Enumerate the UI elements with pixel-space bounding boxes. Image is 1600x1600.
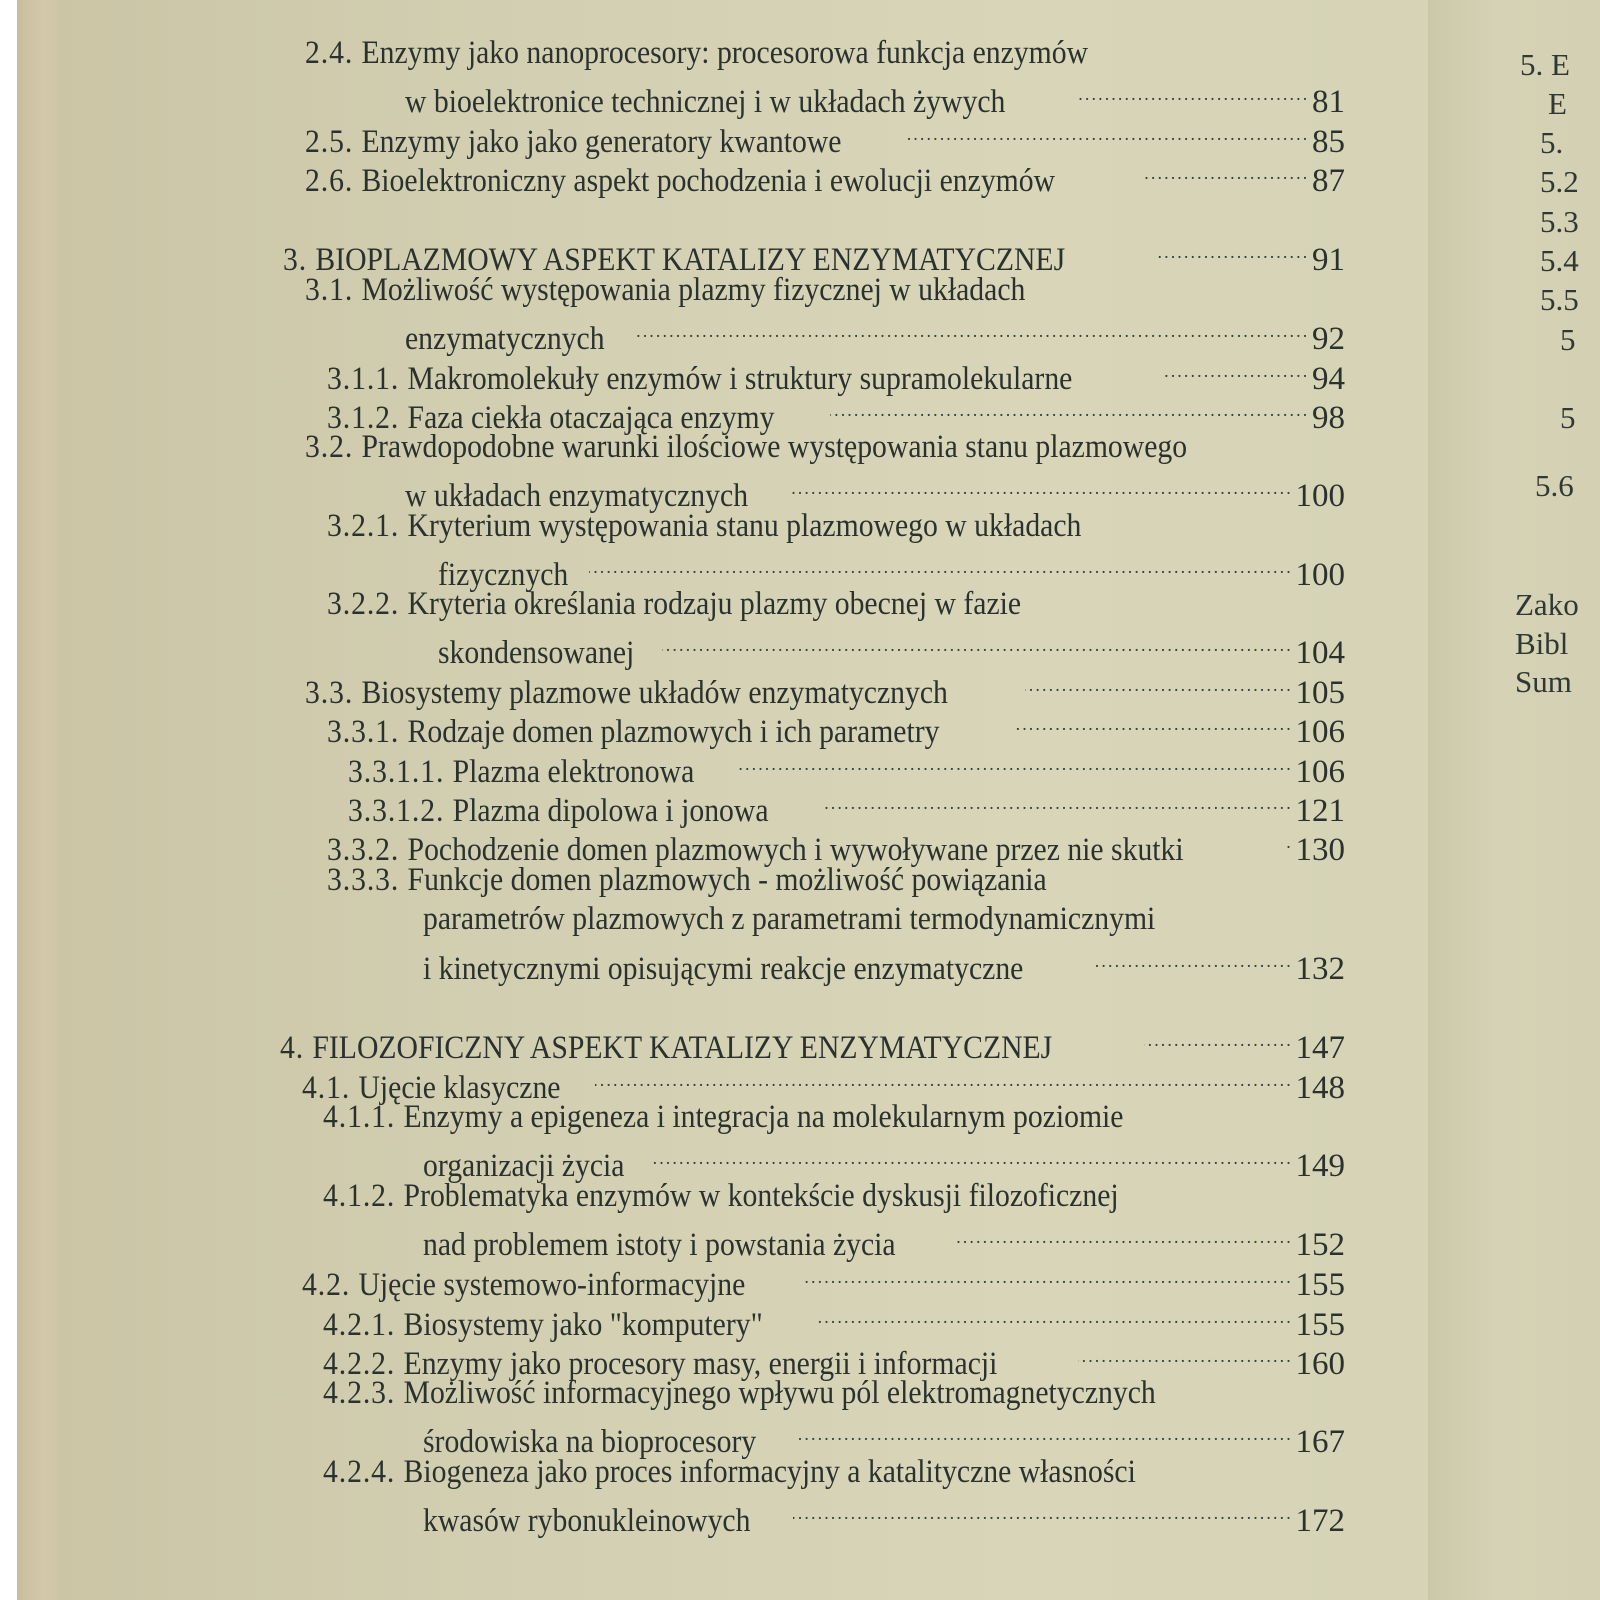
section-title: fizycznych [438,557,569,594]
section-number: 4.2. [302,1267,359,1303]
toc-entry-line-with-page [302,1058,1345,1106]
page-number: 91 [1312,242,1345,278]
right-page-toc-line: 5.3 [1540,204,1579,239]
section-number: 2.4. [305,35,362,71]
toc-line-text [327,584,1021,624]
section-title: Biogeneza jako proces informacyjny a katalityczne własności [403,1454,1136,1490]
toc-line-text [327,506,1081,546]
section-title: skondensowanej [438,635,635,672]
section-number: 4.1.1. [323,1099,404,1135]
right-page-toc-line: Bibl [1515,626,1569,661]
dot-leader [792,466,1289,506]
toc-entry-line [423,899,1345,939]
page-number: 149 [1295,1148,1345,1185]
toc-entry-line [323,1452,1345,1492]
toc-line-text [323,1176,1119,1216]
section-title: Kryteria określania rodzaju plazmy obecnej w fazie [407,586,1022,622]
section-number: 3.3.1.2. [348,793,453,829]
toc-entry-line-with-page [327,349,1345,397]
toc-entry-line-with-page [327,388,1345,436]
right-page-toc-line: 5.5 [1540,282,1579,317]
page-number: 100 [1295,478,1345,515]
section-number: 4. [280,1030,313,1066]
toc-entry-line-with-page [423,1215,1345,1264]
dot-leader [1285,820,1290,860]
dot-leader [799,1412,1289,1452]
toc-line-text [305,33,1088,73]
right-page-toc-line: E [1548,86,1567,121]
section-number: 3.3. [305,675,362,711]
page-number: 100 [1295,557,1345,594]
dot-leader [821,781,1289,821]
section-number: 3.3.3. [327,862,408,898]
page-number: 81 [1312,84,1345,121]
section-title: i kinetycznymi opisującymi reakcje enzymatyczne [423,950,1024,987]
dot-leader [1025,663,1289,703]
toc-line-text [305,427,1187,467]
page-number: 87 [1312,163,1345,199]
right-page-toc-line: Zako [1515,587,1579,622]
page-number: 106 [1295,754,1345,790]
section-number: 4.2.3. [323,1375,404,1411]
toc-entry-line [323,1176,1345,1216]
section-title: Ujęcie klasyczne [358,1070,561,1106]
toc-entry-line-with-page [405,466,1345,515]
page-number: 148 [1295,1070,1345,1106]
section-title: enzymatycznych [405,321,605,358]
section-title: Ujęcie systemowo-informacyjne [358,1267,746,1303]
dot-leader [1144,1018,1289,1058]
toc-entry-line-with-page [405,309,1345,358]
toc-entry-line-with-page [348,742,1345,790]
section-number: 3.3.1. [327,714,408,750]
toc-entry-line-with-page [323,1295,1345,1343]
page-number: 105 [1295,675,1345,711]
section-title: Faza ciekła otaczająca enzymy [407,400,775,436]
toc-entry-line [305,427,1345,467]
toc-entry-line-with-page [305,112,1345,160]
section-title: Bioelektroniczny aspekt pochodzenia i ewolucji enzymów [361,163,1056,199]
section-title: Prawdopodobne warunki ilościowe występowania stanu plazmowego [361,429,1188,465]
dot-leader [1014,702,1290,742]
toc-entry-line-with-page [305,151,1345,199]
section-title: Enzymy jako nanoprocesory: procesorowa funkcja enzymów [361,35,1089,71]
right-page-toc-line: 5.6 [1535,468,1574,503]
toc-entry-line [305,270,1345,310]
page-number: 155 [1295,1307,1345,1343]
dot-leader [739,742,1290,782]
dot-leader [653,1136,1290,1176]
page-number: 155 [1295,1267,1345,1303]
section-number: 2.6. [305,163,362,199]
section-number: 3.1. [305,272,362,308]
section-number: 3.1.2. [327,400,408,436]
section-title: Makromolekuły enzymów i struktury supramolekularne [407,361,1073,397]
dot-leader [1158,230,1306,270]
toc-entry-line-with-page [423,1136,1345,1185]
section-title: Biosystemy plazmowe układów enzymatycznych [361,675,948,711]
page-number: 85 [1312,124,1345,160]
right-page-toc-line: 5. [1540,125,1564,160]
dot-leader [1096,939,1289,979]
section-title: Plazma dipolowa i jonowa [452,793,769,829]
page-number: 167 [1295,1424,1345,1461]
right-page-toc-line: 5 [1560,400,1576,435]
page-number: 92 [1312,321,1345,358]
dot-leader [1078,72,1306,112]
section-title: Plazma elektronowa [452,754,695,790]
section-title: Biosystemy jako "komputery" [403,1307,763,1343]
dot-leader [954,1215,1289,1255]
toc-line-text [423,1501,750,1541]
page-number: 172 [1295,1503,1345,1540]
dot-leader [633,309,1306,349]
section-title: nad problemem istoty i powstania życia [423,1227,896,1264]
right-page-toc-line: 5.4 [1540,243,1579,278]
section-number: 3.2. [305,429,362,465]
toc-entry-line-with-page [305,663,1345,711]
section-title: organizacji życia [423,1148,625,1185]
section-title: Rodzaje domen plazmowych i ich parametry [407,714,940,750]
right-page-toc-line: 5.2 [1540,164,1579,199]
toc-line-text [305,270,1025,310]
toc-entry-line [327,584,1345,624]
toc-entry-line [323,1097,1345,1137]
section-number: 3.2.1. [327,508,408,544]
toc-entry-line [323,1373,1345,1413]
toc-entry-line-with-page [438,545,1345,594]
section-title: Pochodzenie domen plazmowych i wywoływane przez nie skutki [407,832,1184,868]
dot-leader [793,1491,1290,1531]
dot-leader [589,545,1290,585]
toc-entry-line-with-page [283,230,1345,278]
section-title: Kryterium występowania stanu plazmowego w układach [407,508,1082,544]
dot-leader [830,388,1306,428]
section-number: 2.5. [305,124,362,160]
toc-entry-line-with-page [423,1412,1345,1461]
section-number: 4.2.2. [323,1346,404,1382]
dot-leader [595,1058,1289,1098]
toc-entry-line-with-page [280,1018,1345,1066]
page-number: 94 [1312,361,1345,397]
section-number: 4.2.4. [323,1454,404,1490]
section-title: Możliwość występowania plazmy fizycznej w układach [361,272,1026,308]
section-title: w bioelektronice technicznej i w układach żywych [405,84,1006,121]
dot-leader [1144,151,1306,191]
section-number: 4.1. [302,1070,359,1106]
toc-line-text [327,860,1047,900]
toc-entry-line-with-page [348,781,1345,829]
toc-entry-line-with-page [302,1255,1345,1303]
toc-entry-line-with-page [438,623,1345,672]
section-title: Enzymy a epigeneza i integracja na molekularnym poziomie [403,1099,1124,1135]
right-page-toc-line: 5. E [1520,47,1570,82]
section-title: FILOZOFICZNY ASPEKT KATALIZY ENZYMATYCZNEJ [312,1030,1053,1066]
section-number: 3.3.1.1. [348,754,453,790]
dot-leader [662,623,1289,663]
dot-leader [1078,1334,1289,1374]
toc-line-text [305,161,1055,201]
page-number: 104 [1295,635,1345,672]
section-title: Enzymy jako procesory masy, energii i informacji [403,1346,998,1382]
page-number: 130 [1295,832,1345,868]
page-number: 98 [1312,400,1345,436]
section-title: kwasów rybonukleinowych [423,1503,751,1540]
section-number: 3.3.2. [327,832,408,868]
page-number: 160 [1295,1346,1345,1382]
page-number: 147 [1295,1030,1345,1066]
section-title: Enzymy jako jako generatory kwantowe [361,124,842,160]
toc-line-text [323,1373,1156,1413]
section-title: w układach enzymatycznych [405,478,749,515]
book-binding-edge [17,0,61,1600]
section-number: 3.1.1. [327,361,408,397]
toc-entry-line-with-page [423,1491,1345,1540]
toc-entry-line-with-page [323,1334,1345,1382]
toc-entry-line-with-page [327,820,1345,868]
dot-leader [907,112,1306,152]
section-number: 4.2.1. [323,1307,404,1343]
dot-leader [1161,349,1306,389]
toc-entry-line [327,860,1345,900]
dot-leader [801,1255,1290,1295]
toc-entry-line-with-page [327,702,1345,750]
section-title: środowiska na bioprocesory [423,1424,757,1461]
page-number: 152 [1295,1227,1345,1264]
toc-line-text [423,899,1155,939]
section-number: 4.1.2. [323,1178,404,1214]
section-number: 3. [283,242,316,278]
right-page-toc-line: Sum [1515,664,1572,699]
section-title: Problematyka enzymów w kontekście dyskusji filozoficznej [403,1178,1119,1214]
page-number: 106 [1295,714,1345,750]
page-number: 132 [1295,950,1345,987]
section-title: Możliwość informacyjnego wpływu pól elektromagnetycznych [403,1375,1156,1411]
right-page-toc-line: 5 [1560,322,1576,357]
toc-entry-line [305,33,1345,73]
toc-entry-line [327,506,1345,546]
toc-entry-line-with-page [423,939,1345,987]
page-number: 121 [1295,793,1345,829]
section-title: BIOPLAZMOWY ASPEKT KATALIZY ENZYMATYCZNEJ [315,242,1066,278]
toc-line-text [323,1452,1136,1492]
toc-line-text [423,949,1023,989]
toc-line-text [323,1097,1123,1137]
toc-entry-line-with-page [405,72,1345,121]
dot-leader [818,1295,1290,1335]
section-number: 3.2.2. [327,586,408,622]
section-title: Funkcje domen plazmowych - możliwość powiązania [407,862,1047,898]
section-title: parametrów plazmowych z parametrami termodynamicznymi [423,901,1156,938]
